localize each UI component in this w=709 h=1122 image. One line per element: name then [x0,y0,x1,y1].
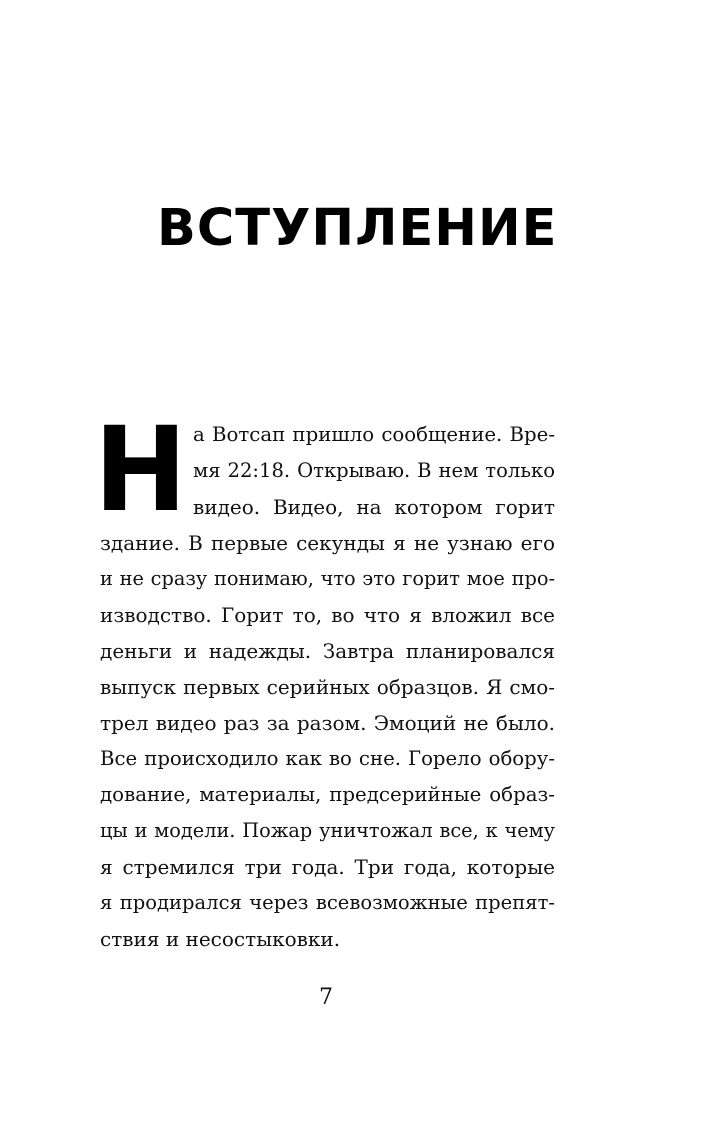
page-number: 7 [319,985,333,1010]
body-line: ствия и несостыковки. [100,927,341,951]
body-line: выпуск первых серийных образцов. Я смо- [100,675,555,699]
chapter-title: ВСТУПЛЕНИЕ [157,199,558,258]
body-line: мя 22:18. Открываю. В нем только [193,459,555,482]
body-line: цы и модели. Пожар уничтожал все, к чему [100,819,555,842]
body-line: Все происходило как во сне. Горело обору- [100,747,555,770]
body-line: и не сразу понимаю, что это горит мое про- [100,567,555,590]
drop-cap: Н [94,401,188,538]
body-line: деньги и надежды. Завтра планировался [100,639,555,663]
body-line: а Вотсап пришло сообщение. Вре- [193,423,555,446]
body-line: здание. В первые секунды я не узнаю его [100,531,555,555]
body-line: изводство. Горит то, во что я вложил все [100,603,555,627]
body-line: дование, материалы, предсерийные образ- [100,783,555,806]
body-line: видео. Видео, на котором горит [193,495,555,519]
body-line: я стремился три года. Три года, которые [100,855,555,879]
body-line: я продирался через всевозможные препят- [100,891,555,914]
body-line: трел видео раз за разом. Эмоций не было. [100,711,555,735]
